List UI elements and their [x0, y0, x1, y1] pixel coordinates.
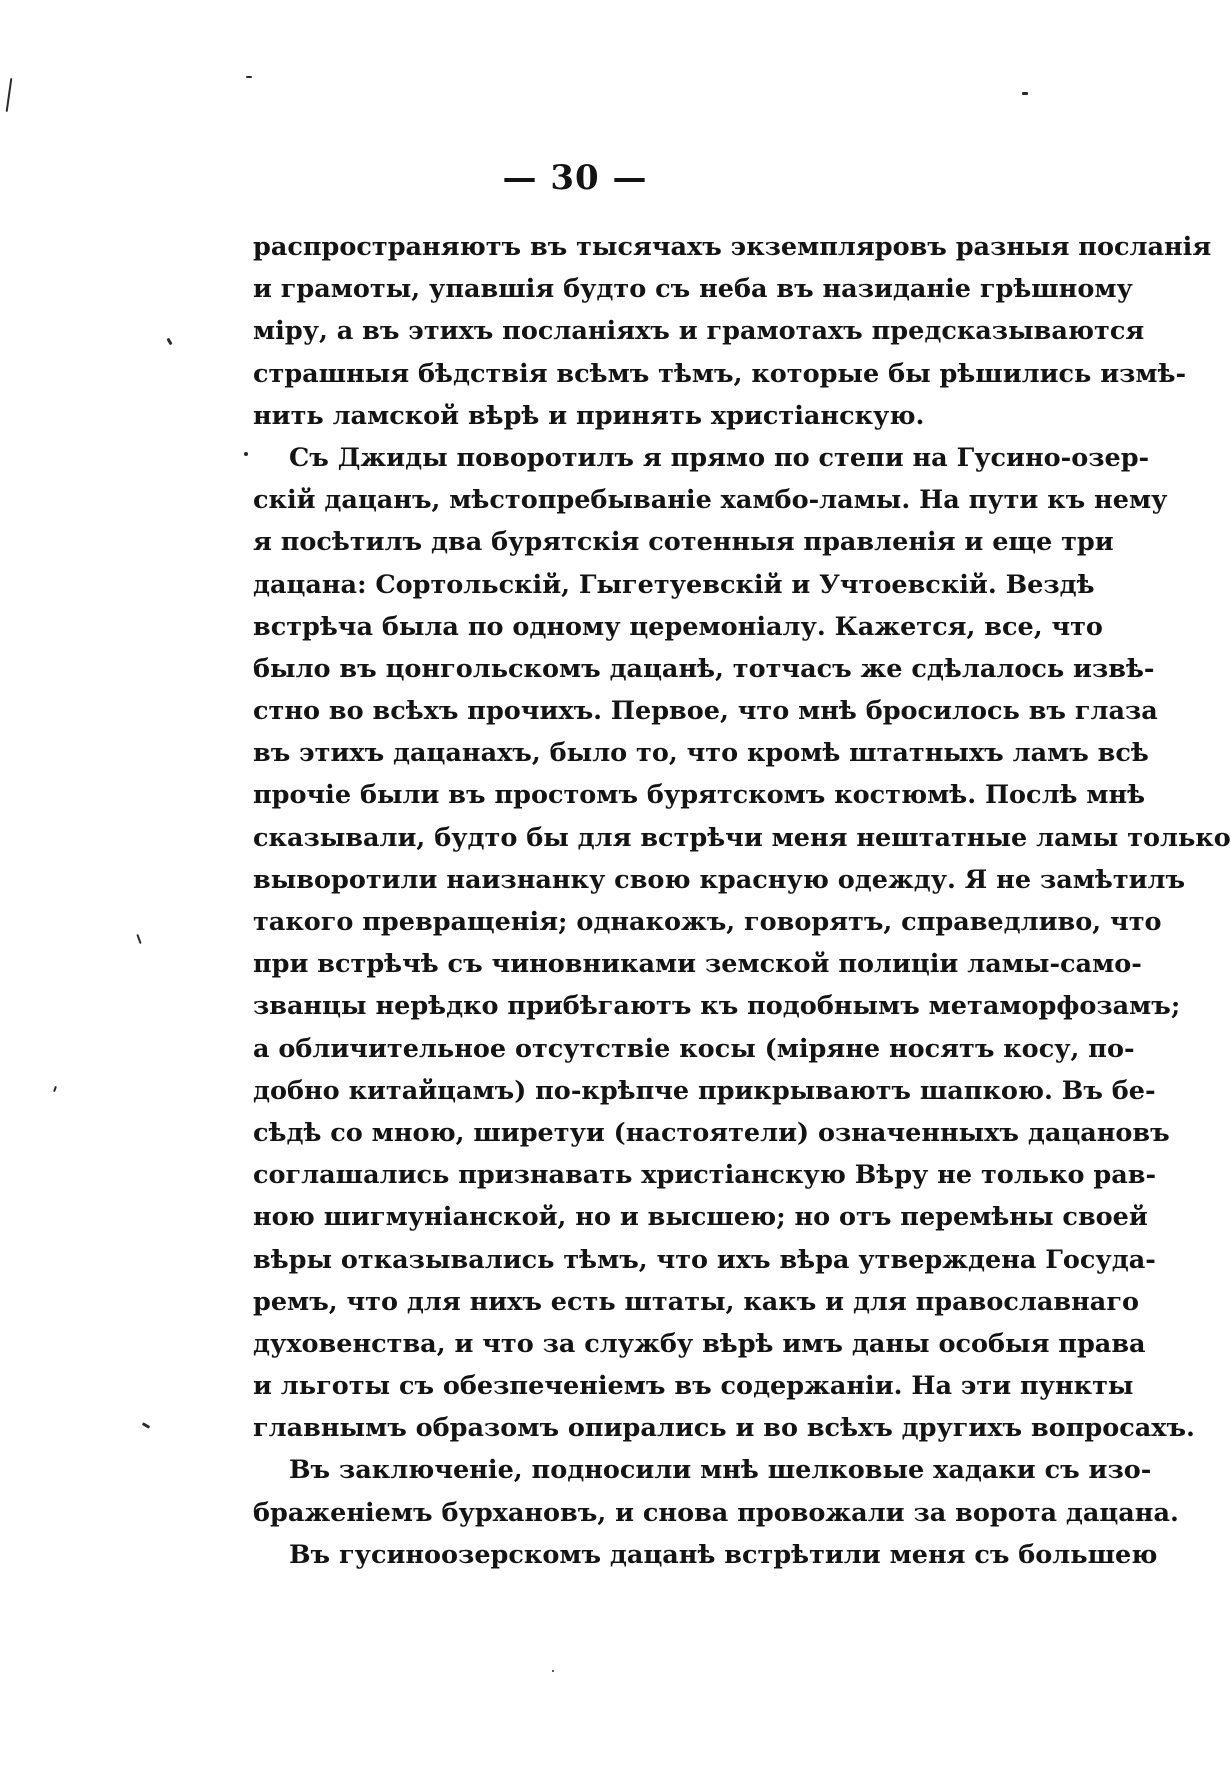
scan-speck: [142, 1422, 150, 1429]
text-line: званцы нерѣдко прибѣгаютъ къ подобнымъ метаморфозамъ;: [253, 991, 1181, 1022]
text-line: прочіе были въ простомъ бурятскомъ костюмѣ. Послѣ мнѣ: [253, 780, 1146, 811]
text-line: вѣры отказывались тѣмъ, что ихъ вѣра утверждена Госуда-: [253, 1244, 1156, 1275]
text-line: я посѣтилъ два бурятскія сотенныя правленія и еще три: [253, 527, 1114, 558]
text-line: и льготы съ обезпеченіемъ въ содержаніи. На эти пункты: [253, 1371, 1134, 1402]
scan-speck: [53, 1086, 57, 1092]
scan-speck: [552, 1670, 554, 1672]
scan-speck: [246, 76, 252, 78]
text-line: нить ламской вѣрѣ и принять христіанскую.: [253, 400, 925, 431]
text-line: добно китайцамъ) по-крѣпче прикрываютъ шапкою. Въ бе-: [253, 1075, 1156, 1106]
text-line: ною шигмуніанской, но и высшею; но отъ перемѣны своей: [253, 1202, 1148, 1233]
text-line: скій дацанъ, мѣстопребываніе хамбо-ламы. На пути къ нему: [253, 485, 1168, 516]
text-line: соглашались признавать христіанскую Вѣру не только рав-: [253, 1160, 1157, 1191]
text-line: духовенства, и что за службу вѣрѣ имъ даны особыя права: [253, 1328, 1146, 1359]
paragraph-start-line: Въ гусиноозерскомъ дацанѣ встрѣтили меня съ большею: [289, 1539, 1158, 1570]
scan-speck: [6, 78, 13, 112]
text-line: такого превращенія; однакожъ, говорятъ, справедливо, что: [253, 907, 1162, 937]
text-line: въ этихъ дацанахъ, было то, что кромѣ штатныхъ ламъ всѣ: [253, 738, 1149, 769]
text-line: распространяютъ въ тысячахъ экземпляровъ разныя посланія: [253, 232, 1212, 262]
text-line: а обличительное отсутствіе косы (міряне носятъ косу, по-: [253, 1033, 1135, 1064]
text-line: сказывали, будто бы для встрѣчи меня нештатные ламы только: [253, 822, 1231, 853]
text-line: главнымъ образомъ опирались и во всѣхъ другихъ вопросахъ.: [253, 1413, 1195, 1444]
text-line: стно во всѣхъ прочихъ. Первое, что мнѣ бросилось въ глаза: [253, 696, 1158, 727]
text-line: было въ цонгольскомъ дацанѣ, тотчасъ же сдѣлалось извѣ-: [253, 653, 1155, 684]
text-line: и грамоты, упавшія будто съ неба въ назиданіе грѣшному: [253, 274, 1133, 305]
text-line: при встрѣчѣ съ чиновниками земской полиціи ламы-само-: [253, 949, 1142, 980]
scan-speck: [136, 934, 141, 944]
text-line: міру, а въ этихъ посланіяхъ и грамотахъ предсказываются: [253, 316, 1145, 347]
text-line: встрѣча была по одному церемоніалу. Кажется, все, что: [253, 611, 1103, 642]
text-line: сѣдѣ со мною, ширетуи (настоятели) означенныхъ дацановъ: [253, 1117, 1170, 1148]
scan-speck: [166, 338, 172, 346]
paragraph-start-line: Съ Джиды поворотилъ я прямо по степи на Гусино-озер-: [289, 442, 1150, 473]
text-line: страшныя бѣдствія всѣмъ тѣмъ, которые бы рѣшились измѣ-: [253, 358, 1187, 389]
page-number: — 30 —: [502, 158, 648, 198]
text-line: дацана: Сортольскій, Гыгетуевскій и Учтоевскій. Вездѣ: [253, 569, 1095, 600]
paragraph-start-line: Въ заключеніе, подносили мнѣ шелковые хадаки съ изо-: [289, 1455, 1152, 1486]
body-text: [253, 226, 1231, 1576]
scan-speck: [1022, 92, 1028, 95]
scan-speck: [244, 452, 248, 456]
text-line: выворотили наизнанку свою красную одежду. Я не замѣтилъ: [253, 864, 1186, 895]
text-line: браженіемъ бурхановъ, и снова провожали за ворота дацана.: [253, 1497, 1179, 1528]
text-line: ремъ, что для нихъ есть штаты, какъ и для православнаго: [253, 1286, 1139, 1317]
